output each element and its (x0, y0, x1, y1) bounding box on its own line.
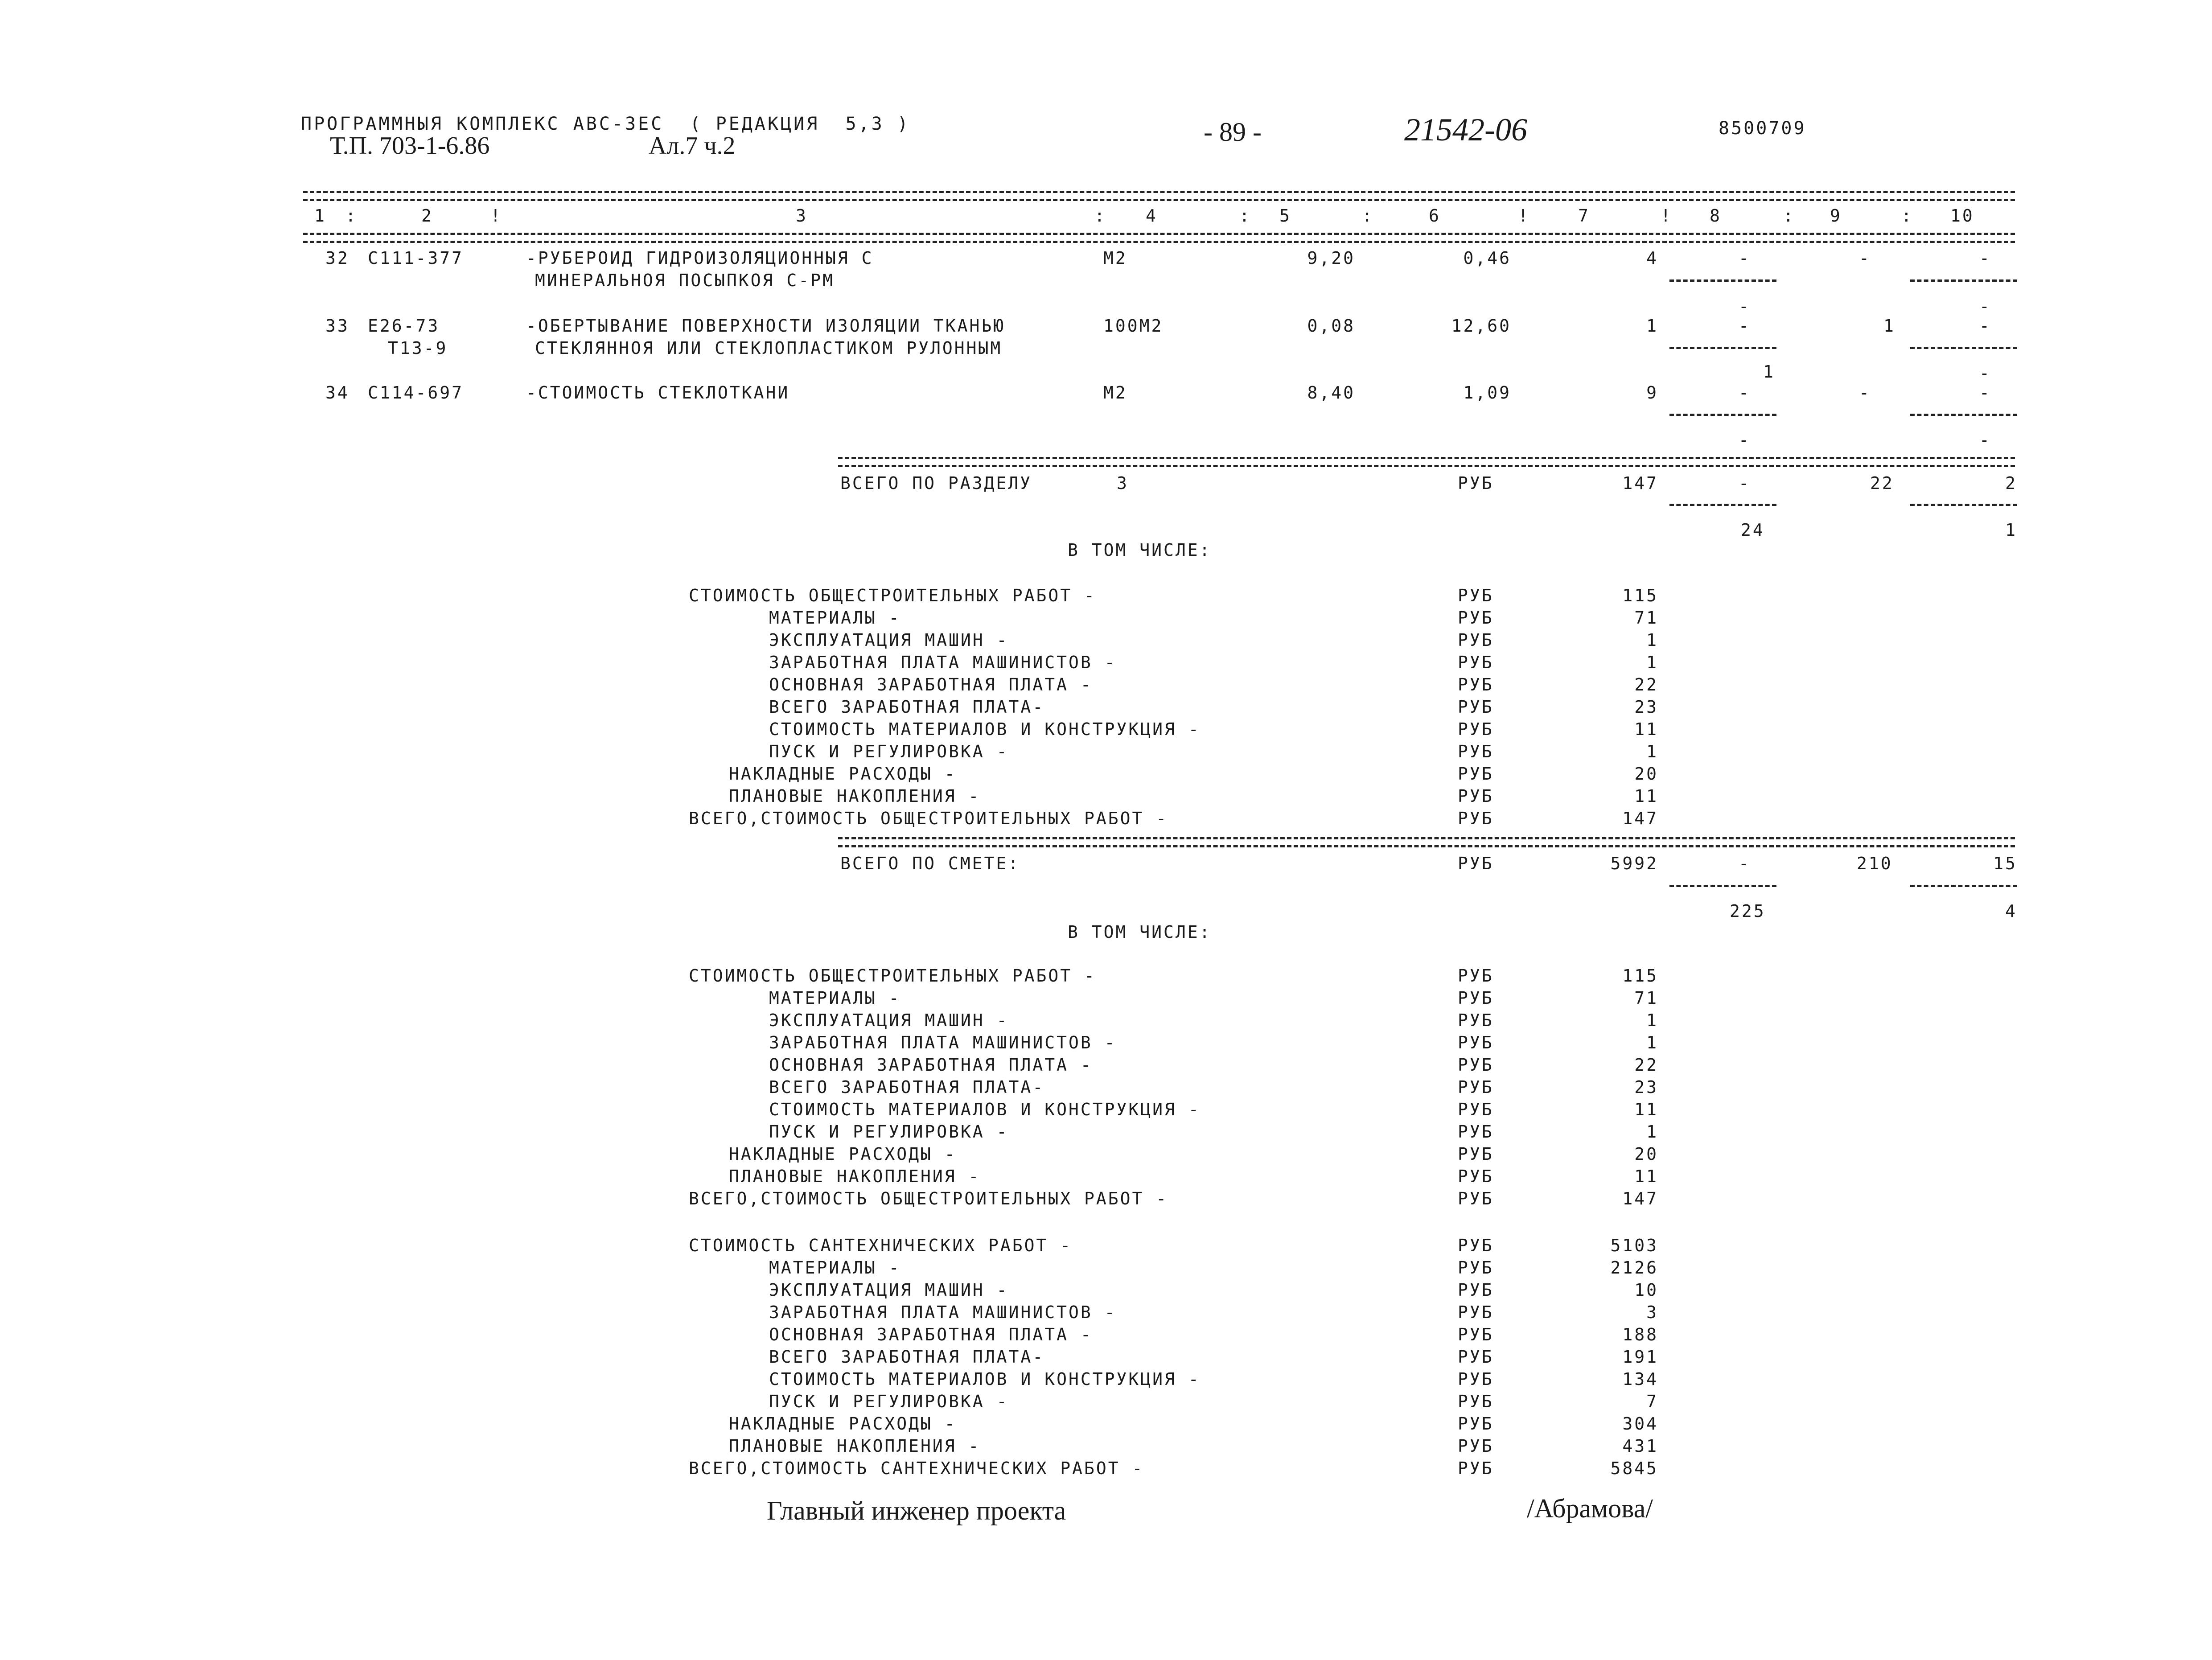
col-header-8: 8 (1710, 206, 1722, 226)
breakdown-unit: РУБ (1458, 742, 1494, 761)
breakdown-value: 5103 (1610, 1236, 1658, 1255)
cell-rule (1669, 504, 1776, 506)
cell-rule (1910, 504, 2017, 506)
breakdown-unit: РУБ (1458, 966, 1494, 986)
including-label: В ТОМ ЧИСЛЕ: (1068, 922, 1212, 942)
breakdown-unit: РУБ (1458, 1414, 1494, 1434)
section-total-value: 147 (1622, 473, 1658, 493)
breakdown-label: ПЛАНОВЫЕ НАКОПЛЕНИЯ - (729, 1167, 981, 1186)
breakdown-label: ОСНОВНАЯ ЗАРАБОТНАЯ ПЛАТА - (769, 1055, 1093, 1075)
breakdown-label: ПУСК И РЕГУЛИРОВКА - (769, 1392, 1009, 1411)
cell-rule (1669, 347, 1776, 349)
breakdown-value: 11 (1634, 719, 1658, 739)
breakdown-value: 11 (1634, 1167, 1658, 1186)
breakdown-value: 147 (1622, 809, 1658, 828)
row-col10: - (1979, 248, 1991, 268)
sheet-ref: Ал.7 ч.2 (649, 132, 736, 160)
col-sep: : (1094, 206, 1106, 226)
header-bottom-rule (303, 233, 2015, 235)
section-total-label: ВСЕГО ПО РАЗДЕЛУ (840, 473, 1032, 493)
breakdown-unit: РУБ (1458, 1369, 1494, 1389)
col-sep: ! (490, 206, 502, 226)
breakdown-value: 20 (1634, 1144, 1658, 1164)
row-code: С114-697 (368, 383, 464, 403)
breakdown-unit: РУБ (1458, 1347, 1494, 1367)
section-total-col10-sub: 1 (2005, 520, 2017, 540)
row-col8-sub: 1 (1763, 362, 1775, 382)
col-header-7: 7 (1578, 206, 1590, 226)
col-sep: : (1362, 206, 1374, 226)
row-unit: М2 (1103, 383, 1127, 403)
section-total-col8-sub: 24 (1741, 520, 1765, 540)
row-col9: 1 (1883, 316, 1895, 336)
col-sep: : (1901, 206, 1913, 226)
breakdown-unit: РУБ (1458, 1144, 1494, 1164)
row-code: С111-377 (368, 248, 464, 268)
estimate-total-col8-sub: 225 (1730, 901, 1766, 921)
breakdown-label: СТОИМОСТЬ МАТЕРИАЛОВ И КОНСТРУКЦИЯ - (769, 719, 1201, 739)
breakdown-unit: РУБ (1458, 1055, 1494, 1075)
breakdown-label: ПУСК И РЕГУЛИРОВКА - (769, 1122, 1009, 1142)
row-col10: - (1979, 316, 1991, 336)
row-total: 4 (1646, 248, 1658, 268)
breakdown-unit: РУБ (1458, 675, 1494, 694)
col-header-4: 4 (1146, 206, 1158, 226)
breakdown-label: ПЛАНОВЫЕ НАКОПЛЕНИЯ - (729, 1436, 981, 1456)
including-label: В ТОМ ЧИСЛЕ: (1068, 540, 1212, 560)
breakdown-value: 10 (1634, 1280, 1658, 1300)
breakdown-value: 20 (1634, 764, 1658, 784)
breakdown-label: СТОИМОСТЬ МАТЕРИАЛОВ И КОНСТРУКЦИЯ - (769, 1100, 1201, 1119)
row-extra-mark: - (1979, 430, 1991, 450)
row-price: 0,08 (1307, 316, 1355, 336)
breakdown-value: 11 (1634, 786, 1658, 806)
row-code-cont: Т13-9 (388, 338, 448, 358)
row-col8: - (1739, 383, 1751, 403)
estimate-total-col9: 210 (1857, 854, 1893, 873)
row-col9: - (1859, 383, 1871, 403)
breakdown-value: 71 (1634, 608, 1658, 628)
breakdown-label: ОСНОВНАЯ ЗАРАБОТНАЯ ПЛАТА - (769, 1325, 1093, 1344)
breakdown-unit: РУБ (1458, 1303, 1494, 1322)
col-sep: : (345, 206, 358, 226)
row-description-cont: СТЕКЛЯННОЯ ИЛИ СТЕКЛОПЛАСТИКОМ РУЛОННЫМ (535, 338, 1003, 358)
cell-rule (1669, 414, 1776, 416)
cell-rule (1910, 414, 2017, 416)
signature-name: /Абрамова/ (1527, 1494, 1653, 1523)
section-total-col10: 2 (2005, 473, 2017, 493)
breakdown-value: 115 (1622, 966, 1658, 986)
col-header-9: 9 (1830, 206, 1842, 226)
row-description: -СТОИМОСТЬ СТЕКЛОТКАНИ (526, 383, 790, 403)
col-header-2: 2 (421, 206, 433, 226)
breakdown-unit: РУБ (1458, 1236, 1494, 1255)
row-extra-mark: - (1739, 430, 1751, 450)
breakdown-unit: РУБ (1458, 1189, 1494, 1208)
breakdown-value: 191 (1622, 1347, 1658, 1367)
breakdown-value: 188 (1622, 1325, 1658, 1344)
row-number: 34 (325, 383, 349, 403)
breakdown-label: СТОИМОСТЬ МАТЕРИАЛОВ И КОНСТРУКЦИЯ - (769, 1369, 1201, 1389)
breakdown-unit: РУБ (1458, 988, 1494, 1008)
table-top-rule (303, 191, 2015, 193)
breakdown-value: 1 (1646, 742, 1658, 761)
breakdown-label: МАТЕРИАЛЫ - (769, 1258, 901, 1278)
breakdown-value: 115 (1622, 586, 1658, 605)
breakdown-unit: РУБ (1458, 630, 1494, 650)
estimate-total-col10: 15 (1993, 854, 2017, 873)
cell-rule (1910, 279, 2017, 282)
breakdown-value: 2126 (1610, 1258, 1658, 1278)
breakdown-unit: РУБ (1458, 1122, 1494, 1142)
breakdown-label: ЗАРАБОТНАЯ ПЛАТА МАШИНИСТОВ - (769, 1033, 1117, 1052)
breakdown-label: ВСЕГО,СТОИМОСТЬ САНТЕХНИЧЕСКИХ РАБОТ - (689, 1459, 1144, 1478)
row-col8: - (1739, 316, 1751, 336)
col-header-6: 6 (1429, 206, 1441, 226)
breakdown-value: 134 (1622, 1369, 1658, 1389)
row-quantity: 0,46 (1463, 248, 1511, 268)
page-number: - 89 - (1204, 117, 1262, 147)
breakdown-unit: РУБ (1458, 1033, 1494, 1052)
breakdown-value: 22 (1634, 1055, 1658, 1075)
breakdown-label: ЭКСПЛУАТАЦИЯ МАШИН - (769, 1280, 1009, 1300)
breakdown-unit: РУБ (1458, 719, 1494, 739)
breakdown-value: 23 (1634, 1077, 1658, 1097)
section-total-col9: 22 (1870, 473, 1894, 493)
col-sep: ! (1518, 206, 1530, 226)
breakdown-value: 304 (1622, 1414, 1658, 1434)
doc-code: 8500709 (1719, 118, 1806, 139)
row-number: 32 (325, 248, 349, 268)
estimate-total-col8: - (1739, 854, 1751, 873)
breakdown-label: ВСЕГО ЗАРАБОТНАЯ ПЛАТА- (769, 697, 1045, 717)
breakdown-value: 1 (1646, 1011, 1658, 1030)
row-extra-mark: - (1979, 296, 1991, 316)
breakdown-value: 1 (1646, 1033, 1658, 1052)
section-total-col8: - (1739, 473, 1751, 493)
breakdown-label: ВСЕГО,СТОИМОСТЬ ОБЩЕСТРОИТЕЛЬНЫХ РАБОТ - (689, 809, 1168, 828)
row-unit: 100М2 (1103, 316, 1164, 336)
breakdown-label: ОСНОВНАЯ ЗАРАБОТНАЯ ПЛАТА - (769, 675, 1093, 694)
breakdown-unit: РУБ (1458, 1100, 1494, 1119)
estimate-total-label: ВСЕГО ПО СМЕТЕ: (840, 854, 1020, 873)
col-sep: : (1239, 206, 1251, 226)
breakdown-value: 22 (1634, 675, 1658, 694)
col-header-5: 5 (1279, 206, 1291, 226)
estimate-total-rule (838, 837, 2015, 839)
breakdown-label: НАКЛАДНЫЕ РАСХОДЫ - (729, 1144, 957, 1164)
breakdown-unit: РУБ (1458, 1436, 1494, 1456)
estimate-total-col10-sub: 4 (2005, 901, 2017, 921)
breakdown-value: 5845 (1610, 1459, 1658, 1478)
breakdown-unit: РУБ (1458, 1459, 1494, 1478)
breakdown-value: 23 (1634, 697, 1658, 717)
breakdown-label: ВСЕГО ЗАРАБОТНАЯ ПЛАТА- (769, 1077, 1045, 1097)
tp-code: Т.П. 703-1-6.86 (330, 132, 490, 160)
cell-rule (1669, 279, 1776, 282)
breakdown-unit: РУБ (1458, 1392, 1494, 1411)
row-price: 9,20 (1307, 248, 1355, 268)
row-extra-mark: - (1979, 363, 1991, 383)
breakdown-unit: РУБ (1458, 1325, 1494, 1344)
breakdown-unit: РУБ (1458, 764, 1494, 784)
row-total: 1 (1646, 316, 1658, 336)
breakdown-label: СТОИМОСТЬ САНТЕХНИЧЕСКИХ РАБОТ - (689, 1236, 1073, 1255)
program-line: ПРОГРАММНЫЯ КОМПЛЕКС АВС-3ЕС ( РЕДАКЦИЯ 5,3 ) (301, 114, 910, 134)
row-col9: - (1859, 248, 1871, 268)
breakdown-value: 7 (1646, 1392, 1658, 1411)
breakdown-label: ПЛАНОВЫЕ НАКОПЛЕНИЯ - (729, 786, 981, 806)
section-total-number: 3 (1117, 473, 1129, 493)
row-quantity: 12,60 (1451, 316, 1511, 336)
breakdown-unit: РУБ (1458, 786, 1494, 806)
breakdown-value: 1 (1646, 630, 1658, 650)
breakdown-unit: РУБ (1458, 809, 1494, 828)
row-description: -ОБЕРТЫВАНИЕ ПОВЕРХНОСТИ ИЗОЛЯЦИИ ТКАНЬЮ (526, 316, 1006, 336)
breakdown-label: МАТЕРИАЛЫ - (769, 988, 901, 1008)
cell-rule (1669, 885, 1776, 887)
col-sep: ! (1661, 206, 1673, 226)
breakdown-value: 71 (1634, 988, 1658, 1008)
breakdown-unit: РУБ (1458, 1167, 1494, 1186)
section-total-rule-2 (838, 465, 2015, 467)
table-top-rule-2 (303, 199, 2015, 201)
breakdown-label: НАКЛАДНЫЕ РАСХОДЫ - (729, 764, 957, 784)
signature-role: Главный инженер проекта (767, 1496, 1066, 1525)
col-header-3: 3 (796, 206, 808, 226)
breakdown-unit: РУБ (1458, 697, 1494, 717)
row-description-cont: МИНЕРАЛЬНОЯ ПОСЫПКОЯ С-РМ (535, 271, 835, 290)
breakdown-unit: РУБ (1458, 1258, 1494, 1278)
breakdown-label: НАКЛАДНЫЕ РАСХОДЫ - (729, 1414, 957, 1434)
row-number: 33 (325, 316, 349, 336)
estimate-total-unit: РУБ (1458, 854, 1494, 873)
breakdown-value: 147 (1622, 1189, 1658, 1208)
breakdown-label: СТОИМОСТЬ ОБЩЕСТРОИТЕЛЬНЫХ РАБОТ - (689, 586, 1096, 605)
breakdown-unit: РУБ (1458, 586, 1494, 605)
row-col10: - (1979, 383, 1991, 403)
row-quantity: 1,09 (1463, 383, 1511, 403)
breakdown-label: ЗАРАБОТНАЯ ПЛАТА МАШИНИСТОВ - (769, 1303, 1117, 1322)
row-total: 9 (1646, 383, 1658, 403)
col-sep: : (1783, 206, 1795, 226)
breakdown-label: ЗАРАБОТНАЯ ПЛАТА МАШИНИСТОВ - (769, 653, 1117, 672)
estimate-total-rule-2 (838, 845, 2015, 847)
cell-rule (1910, 347, 2017, 349)
breakdown-label: ПУСК И РЕГУЛИРОВКА - (769, 742, 1009, 761)
row-price: 8,40 (1307, 383, 1355, 403)
breakdown-value: 3 (1646, 1303, 1658, 1322)
breakdown-value: 1 (1646, 653, 1658, 672)
breakdown-label: МАТЕРИАЛЫ - (769, 608, 901, 628)
section-total-unit: РУБ (1458, 473, 1494, 493)
row-code: Е26-73 (368, 316, 440, 336)
estimate-total-value: 5992 (1610, 854, 1658, 873)
breakdown-unit: РУБ (1458, 608, 1494, 628)
row-extra-mark: - (1739, 296, 1751, 316)
col-header-1: 1 (314, 206, 326, 226)
header-bottom-rule-2 (303, 241, 2015, 243)
breakdown-unit: РУБ (1458, 1280, 1494, 1300)
breakdown-unit: РУБ (1458, 1011, 1494, 1030)
row-description: -РУБЕРОИД ГИДРОИЗОЛЯЦИОННЫЯ С (526, 248, 874, 268)
breakdown-label: ЭКСПЛУАТАЦИЯ МАШИН - (769, 630, 1009, 650)
breakdown-label: СТОИМОСТЬ ОБЩЕСТРОИТЕЛЬНЫХ РАБОТ - (689, 966, 1096, 986)
breakdown-value: 1 (1646, 1122, 1658, 1142)
section-total-rule (838, 457, 2015, 459)
doc-number-handwritten: 21542-06 (1404, 112, 1527, 148)
row-col8: - (1739, 248, 1751, 268)
breakdown-label: ЭКСПЛУАТАЦИЯ МАШИН - (769, 1011, 1009, 1030)
col-header-10: 10 (1950, 206, 1974, 226)
breakdown-unit: РУБ (1458, 1077, 1494, 1097)
breakdown-value: 11 (1634, 1100, 1658, 1119)
breakdown-label: ВСЕГО ЗАРАБОТНАЯ ПЛАТА- (769, 1347, 1045, 1367)
breakdown-value: 431 (1622, 1436, 1658, 1456)
breakdown-unit: РУБ (1458, 653, 1494, 672)
breakdown-label: ВСЕГО,СТОИМОСТЬ ОБЩЕСТРОИТЕЛЬНЫХ РАБОТ - (689, 1189, 1168, 1208)
row-unit: М2 (1103, 248, 1127, 268)
cell-rule (1910, 885, 2017, 887)
